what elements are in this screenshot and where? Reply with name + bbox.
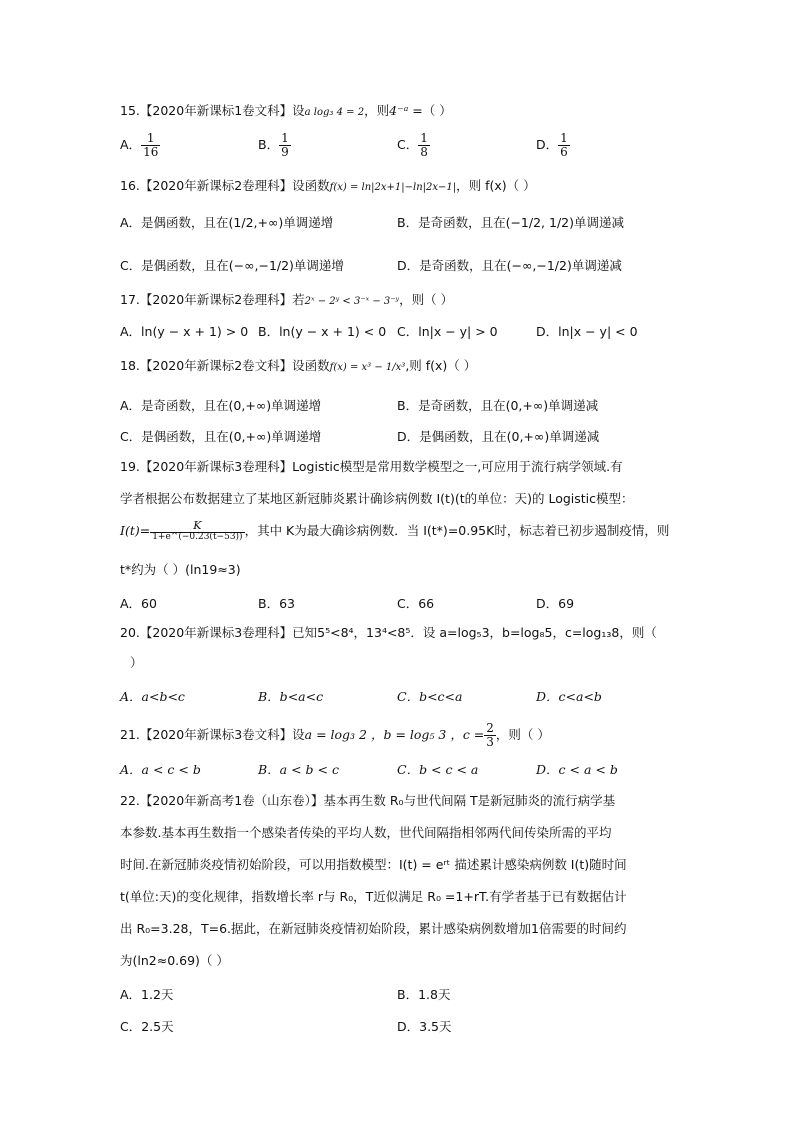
q18-option-b[interactable]: B．是奇函数，且在(0,+∞)单调递减 <box>397 398 599 413</box>
q15-d-fraction <box>558 132 570 159</box>
q21-option-d[interactable]: D．c < a < b <box>536 762 618 777</box>
q21-fraction <box>484 722 496 749</box>
q18-function: f(x) = x³ − 1/x³ <box>329 362 406 373</box>
q21-prefix: 21.【2020年新课标3卷文科】设 <box>120 727 305 743</box>
q19-option-a[interactable]: A．60 <box>120 596 157 611</box>
numerator: K <box>150 520 244 533</box>
q18-option-a[interactable]: A．是奇函数，且在(0,+∞)单调递增 <box>120 398 322 413</box>
numerator: 1 <box>141 132 160 146</box>
numerator: 1 <box>420 131 428 145</box>
q17-option-c[interactable]: C．ln|x − y| > 0 <box>397 324 498 339</box>
q15-b-fraction <box>279 132 291 159</box>
q21-suffix: ，则（ ） <box>495 727 550 743</box>
option-label: D． <box>536 137 559 153</box>
q15-a-fraction <box>141 132 160 159</box>
q18-option-c[interactable]: C．是偶函数，且在(0,+∞)单调递增 <box>120 429 322 444</box>
q20-option-b[interactable]: B．b<a<c <box>258 689 324 704</box>
q19-line2: 学者根据公布数据建立了某地区新冠肺炎累计确诊病例数 I(t)(t的单位：天)的 Logistic模型： <box>120 491 634 506</box>
numerator: 2 <box>486 721 494 735</box>
q18-suffix: ,则 f(x)（ ） <box>405 358 477 373</box>
denominator: 3 <box>486 735 494 750</box>
q22-line4: t(单位:天)的变化规律，指数增长率 r与 R₀，T近似满足 R₀ =1+rT.有学者基于已有数据估计 <box>120 889 627 904</box>
q16-option-a[interactable]: A．是偶函数，且在(1/2,+∞)单调递增 <box>120 215 334 230</box>
q20-line1: 20.【2020年新课标3卷理科】已知5⁵<8⁴，13⁴<8⁵．设 a=log₅3，b=log₈5，c=log₁₃8，则（ <box>120 625 657 640</box>
q17-option-a[interactable]: A．ln(y − x + 1) > 0 <box>120 324 249 339</box>
q17-option-d[interactable]: D．ln|x − y| < 0 <box>536 324 638 339</box>
q22-option-d[interactable]: D．3.5天 <box>397 1019 452 1034</box>
q18-option-d[interactable]: D．是偶函数，且在(0,+∞)单调递减 <box>397 429 600 444</box>
denominator: 1+e^(−0.23(t−53)) <box>152 532 243 543</box>
denominator: 9 <box>281 145 289 160</box>
q19-line3 <box>120 520 669 543</box>
q15-c-fraction <box>418 132 430 159</box>
q22-line1: 22.【2020年新高考1卷（山东卷）】基本再生数 R₀与世代间隔 T是新冠肺炎的流行病学基 <box>120 793 616 808</box>
q15-expression: 4⁻ᵃ = <box>389 103 423 118</box>
q20-line2: ） <box>130 655 143 670</box>
q15-option-b[interactable] <box>258 132 291 159</box>
q16-option-d[interactable]: D．是奇函数，且在(−∞,−1/2)单调递减 <box>397 258 622 273</box>
q17-suffix: ，则（ ） <box>399 292 454 307</box>
q22-line5: 出 R₀=3.28，T=6.据此，在新冠肺炎疫情初始阶段，累计感染病例数增加1倍需要的时间约 <box>120 921 627 936</box>
q18-prefix: 18.【2020年新课标2卷文科】设函数 <box>120 358 330 373</box>
q16-prefix: 16.【2020年新课标2卷理科】设函数 <box>120 178 330 193</box>
q15-suffix: （ ） <box>422 103 452 118</box>
numerator: 1 <box>560 131 568 145</box>
q19-model-fraction <box>150 520 244 543</box>
q15-prefix: 15.【2020年新课标1卷文科】设 <box>120 103 305 118</box>
q21-condition: a = log₃ 2 ，b = log₅ 3 ，c = <box>304 727 485 743</box>
q22-line2: 本参数.基本再生数指一个感染者传染的平均人数，世代间隔指相邻两代间传染所需的平均 <box>120 825 612 840</box>
q19-line1: 19.【2020年新课标3卷理科】Logistic模型是常用数学模型之一,可应用于流行病学领域.有 <box>120 459 623 474</box>
q20-option-c[interactable]: C．b<c<a <box>397 689 463 704</box>
q19-model-lhs: I(t)= <box>120 523 151 538</box>
q20-option-d[interactable]: D．c<a<b <box>536 689 602 704</box>
denominator: 6 <box>560 145 568 160</box>
denominator: 8 <box>420 145 428 160</box>
q16-function: f(x) = ln|2x+1|−ln|2x−1| <box>329 182 457 193</box>
q21-option-a[interactable]: A．a < c < b <box>120 762 201 777</box>
q21-option-b[interactable]: B．a < b < c <box>258 762 339 777</box>
option-label: B． <box>258 137 280 153</box>
q15-option-a[interactable] <box>120 132 160 159</box>
option-label: C． <box>397 137 419 153</box>
q21-option-c[interactable]: C．b < c < a <box>397 762 479 777</box>
q20-option-a[interactable]: A．a<b<c <box>120 689 185 704</box>
numerator: 1 <box>281 131 289 145</box>
q22-line6: 为(ln2≈0.69)（ ） <box>120 953 229 968</box>
q16-option-b[interactable]: B．是奇函数，且在(−1/2, 1/2)单调递减 <box>397 215 624 230</box>
q22-option-c[interactable]: C．2.5天 <box>120 1019 174 1034</box>
q17-option-b[interactable]: B．ln(y − x + 1) < 0 <box>258 324 387 339</box>
q16-option-c[interactable]: C．是偶函数，且在(−∞,−1/2)单调递增 <box>120 258 344 273</box>
q17-stem <box>120 292 453 308</box>
option-label: A． <box>120 137 142 153</box>
q19-option-b[interactable]: B．63 <box>258 596 295 611</box>
q19-option-c[interactable]: C．66 <box>397 596 435 611</box>
q16-suffix: ，则 f(x)（ ） <box>456 178 536 193</box>
q15-stem <box>120 103 452 119</box>
q15-condition: a log₃ 4 = 2 <box>304 107 365 118</box>
q19-line3-text: ，其中 K为最大确诊病例数．当 I(t*)=0.95K时，标志着已初步遏制疫情，则 <box>244 523 670 538</box>
q18-stem <box>120 358 476 374</box>
q15-option-d[interactable] <box>536 132 570 159</box>
q15-mid: ，则 <box>364 103 390 118</box>
q15-option-c[interactable] <box>397 132 430 159</box>
q21-stem <box>120 722 550 749</box>
q16-stem <box>120 178 536 194</box>
q17-condition: 2ˣ − 2ʸ < 3⁻ˣ − 3⁻ʸ <box>304 296 400 307</box>
q22-option-a[interactable]: A．1.2天 <box>120 987 174 1002</box>
q19-option-d[interactable]: D．69 <box>536 596 575 611</box>
q17-prefix: 17.【2020年新课标2卷理科】若 <box>120 292 305 307</box>
q19-line4: t*约为（ ）(ln19≈3) <box>120 562 241 577</box>
q22-option-b[interactable]: B．1.8天 <box>397 987 451 1002</box>
q22-line3: 时间.在新冠肺炎疫情初始阶段，可以用指数模型：I(t) = eʳᵗ 描述累计感染病例数 I(t)随时间 <box>120 857 627 872</box>
denominator: 16 <box>143 145 159 160</box>
